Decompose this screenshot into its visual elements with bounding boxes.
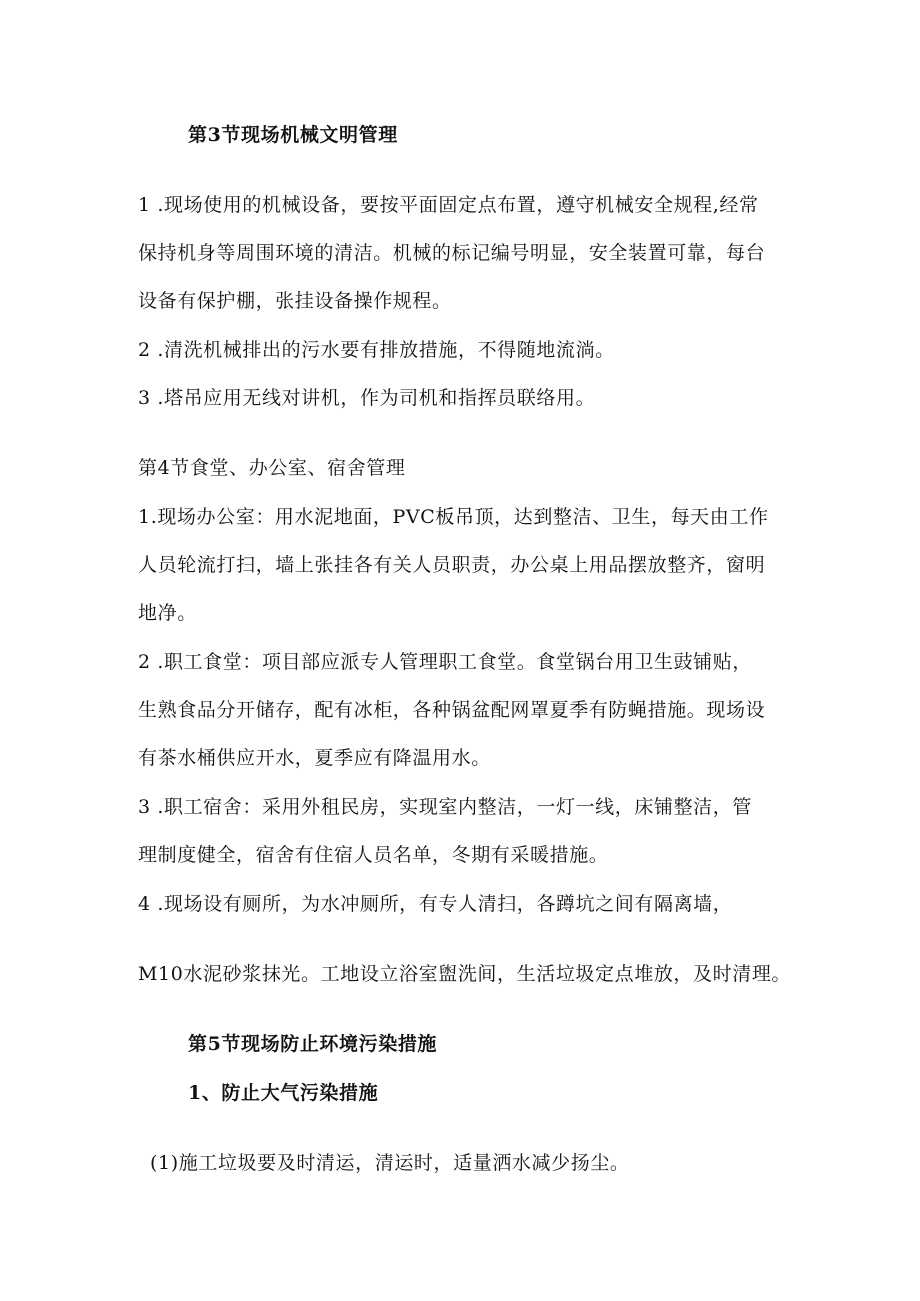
section3-item1-line2: 保持机身等周围环境的清洁。机械的标记编号明显，安全装置可靠，每台: [138, 242, 766, 264]
section4-item3-line2: 理制度健全，宿舍有住宿人员名单，冬期有采暖措施。: [138, 844, 609, 866]
section4-item3-line1: 3 .职工宿舍：采用外租民房，实现室内整洁，一灯一线，床铺整洁，管: [138, 796, 752, 818]
section5-heading: 第5节现场防止环境污染措施: [188, 1033, 438, 1055]
section4-item1-line2: 人员轮流打扫，墙上张挂各有关人员职责，办公桌上用品摆放整齐，窗明: [138, 554, 766, 576]
section5-item1: (1)施工垃圾要及时清运，清运时，适量洒水减少扬尘。: [150, 1152, 630, 1174]
section3-item2: 2 .清洗机械排出的污水要有排放措施，不得随地流淌。: [138, 339, 615, 361]
section4-heading: 第4节食堂、办公室、宿舍管理: [138, 457, 406, 479]
section5-subheading: 1、防止大气污染措施: [188, 1082, 379, 1104]
section3-item3: 3 .塔吊应用无线对讲机，作为司机和指挥员联络用。: [138, 387, 596, 409]
section3-item1-line1: 1 .现场使用的机械设备，要按平面固定点布置，遵守机械安全规程,经常: [138, 194, 759, 216]
section4-item2-line1: 2 .职工食堂：项目部应派专人管理职工食堂。食堂锅台用卫生豉铺贴，: [138, 651, 752, 673]
section4-item4-line2: M10水泥砂浆抹光。工地设立浴室盥洗间，生活垃圾定点堆放，及时清理。: [138, 963, 792, 985]
section3-item1-line3: 设备有保护棚，张挂设备操作规程。: [138, 290, 452, 312]
section4-item2-line3: 有茶水桶供应开水，夏季应有降温用水。: [138, 747, 491, 769]
section4-item4-line1: 4 .现场设有厕所，为水冲厕所，有专人清扫，各蹲坑之间有隔离墙，: [138, 893, 733, 915]
section4-item1-line1: 1.现场办公室：用水泥地面，PVC板吊顶，达到整洁、卫生，每天由工作: [138, 506, 769, 528]
section4-item1-line3: 地净。: [138, 602, 197, 624]
section4-item2-line2: 生熟食品分开储存，配有冰柜，各种锅盆配网罩夏季有防蝇措施。现场设: [138, 699, 766, 721]
section3-heading: 第3节现场机械文明管理: [188, 124, 398, 146]
